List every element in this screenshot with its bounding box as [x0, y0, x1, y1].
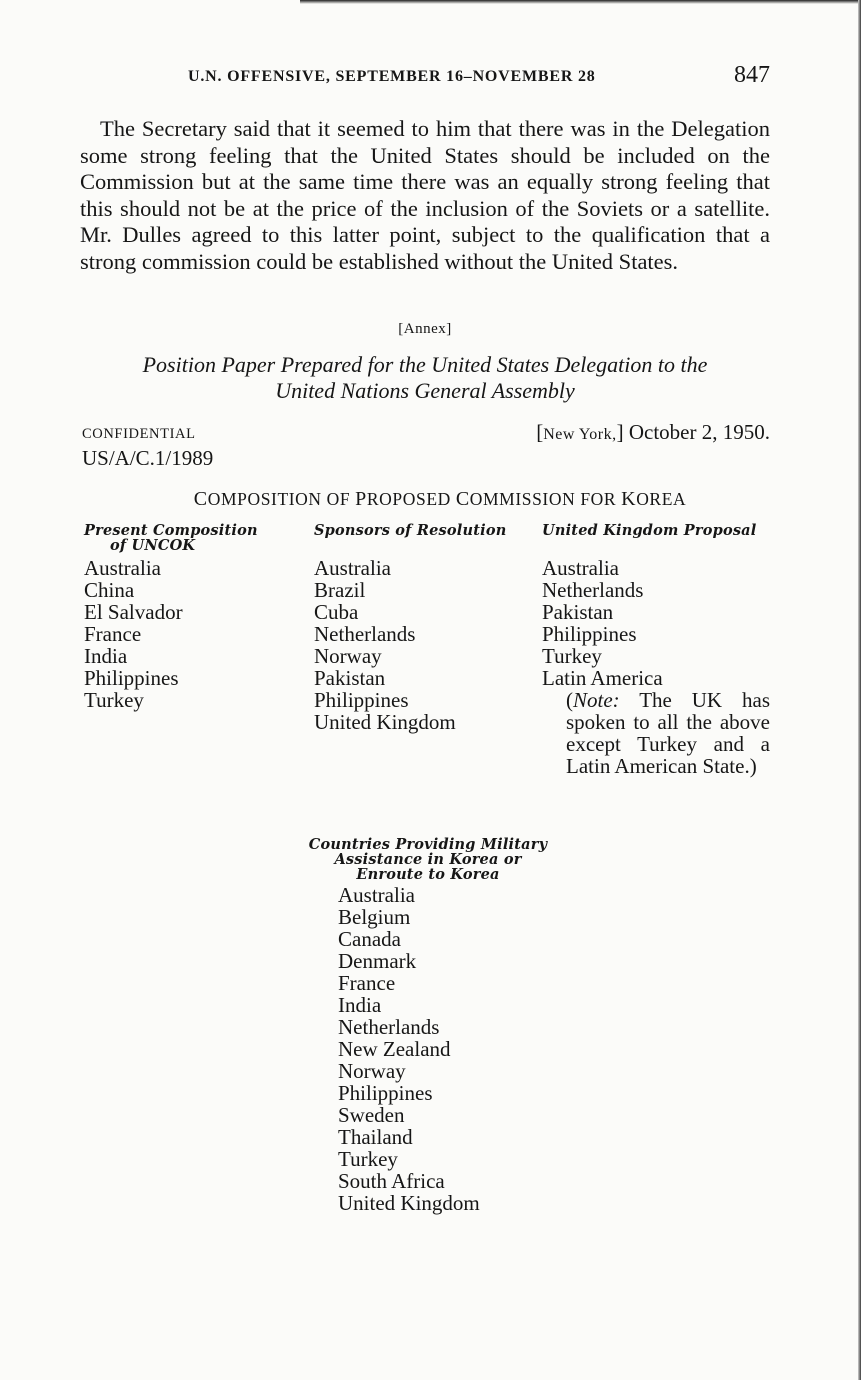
- date: October 2, 1950.: [628, 420, 770, 444]
- running-header: [80, 60, 770, 100]
- list-item: Pakistan: [314, 666, 386, 690]
- military-assistance-heading: Countries Providing Military Assistance in Korea or Enroute to Korea: [308, 836, 548, 883]
- sponsors-column: [314, 523, 534, 733]
- list-item: Canada: [338, 927, 401, 951]
- position-paper-title-line-2: United Nations General Assembly: [275, 378, 575, 403]
- list-item: China: [84, 578, 135, 602]
- list-item: Australia: [84, 556, 161, 580]
- place: New York,: [543, 426, 617, 443]
- list-item: France: [338, 971, 396, 995]
- composition-title: COMPOSITION OF PROPOSED COMMISSION FOR KOREA: [193, 488, 687, 510]
- list-item: India: [338, 993, 382, 1017]
- list-item: Philippines: [542, 622, 637, 646]
- uk-proposal-column: [542, 523, 770, 777]
- military-assistance-list: [306, 884, 606, 1214]
- list-item: Belgium: [338, 905, 411, 929]
- composition-columns: [80, 523, 770, 823]
- dateline: [New York,] October 2, 1950.: [536, 420, 770, 444]
- uncok-column: [84, 523, 304, 711]
- list-item: Latin America: [542, 666, 663, 690]
- uk-proposal-note: (Note: The UK has spoken to all the above except Turkey and a Latin American State.): [566, 688, 770, 778]
- position-paper-title-line-1: Position Paper Prepared for the United States Delegation to the: [142, 352, 708, 377]
- list-item: Brazil: [314, 578, 366, 602]
- list-item: Australia: [542, 556, 619, 580]
- sponsors-heading: Sponsors of Resolution: [314, 522, 507, 539]
- page-number: 847: [734, 62, 770, 88]
- list-item: Netherlands: [542, 578, 644, 602]
- list-item: Australia: [338, 883, 415, 907]
- list-item: United Kingdom: [338, 1191, 480, 1215]
- list-item: New Zealand: [338, 1037, 451, 1061]
- list-item: Sweden: [338, 1103, 405, 1127]
- document-page: [80, 60, 770, 1214]
- list-item: Philippines: [84, 666, 179, 690]
- list-item: Turkey: [84, 688, 144, 712]
- list-item: Norway: [314, 644, 382, 668]
- list-item: Pakistan: [542, 600, 614, 624]
- uk-proposal-list: [542, 557, 770, 689]
- military-assistance-section: [306, 837, 606, 1214]
- list-item: France: [84, 622, 142, 646]
- uncok-list: [84, 557, 304, 711]
- list-item: South Africa: [338, 1169, 445, 1193]
- list-item: Norway: [338, 1059, 406, 1083]
- uncok-heading: Present Composition of UNCOK: [84, 522, 258, 554]
- list-item: Netherlands: [314, 622, 416, 646]
- sponsors-list: [314, 557, 534, 733]
- list-item: Turkey: [338, 1147, 398, 1171]
- body-paragraph: The Secretary said that it seemed to him that there was in the Delegation some strong feeling that the United States should be included on the Commission but at the same time there was an equally strong feeling that this should not be at the price of the inclusion of the Soviets or a satellite. Mr. Dulles agreed to this latter point, subject to the qualification that a strong commission could be established without the United States.: [80, 116, 770, 274]
- list-item: Australia: [314, 556, 391, 580]
- list-item: Philippines: [314, 688, 409, 712]
- running-title: U.N. OFFENSIVE, SEPTEMBER 16–NOVEMBER 28: [188, 68, 596, 85]
- list-item: Thailand: [338, 1125, 413, 1149]
- list-item: Cuba: [314, 600, 359, 624]
- list-item: Netherlands: [338, 1015, 440, 1039]
- list-item: India: [84, 644, 128, 668]
- list-item: Denmark: [338, 949, 417, 973]
- page-top-edge-shadow: [300, 0, 861, 4]
- document-number: US/A/C.1/1989: [82, 446, 214, 470]
- position-paper-title: [80, 352, 770, 404]
- annex-label: [Annex]: [398, 321, 452, 337]
- uk-proposal-heading: United Kingdom Proposal: [542, 522, 757, 539]
- list-item: Turkey: [542, 644, 602, 668]
- list-item: United Kingdom: [314, 710, 456, 734]
- list-item: El Salvador: [84, 600, 183, 624]
- document-meta: [80, 420, 770, 480]
- classification-label: CONFIDENTIAL: [82, 426, 196, 442]
- list-item: Philippines: [338, 1081, 433, 1105]
